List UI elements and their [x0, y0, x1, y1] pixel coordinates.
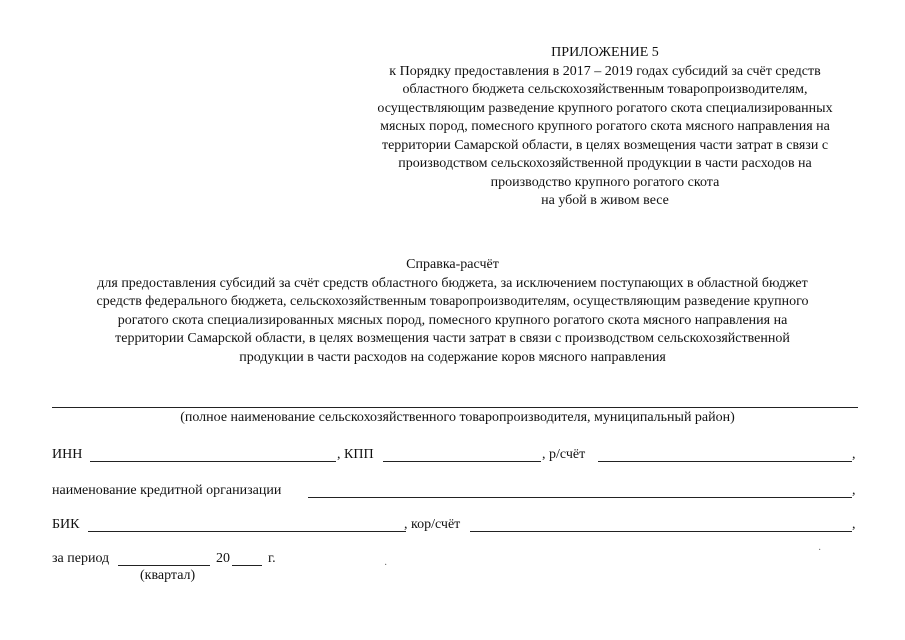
- scan-speck: ·: [818, 545, 822, 556]
- document-title-line: территории Самарской области, в целях возмещения части затрат в связи с производством сельскохозяйственной: [115, 331, 790, 346]
- corr-account-label: , кор/счёт: [404, 517, 461, 532]
- quarter-field[interactable]: [118, 565, 210, 566]
- document-title-line: для предоставления субсидий за счёт средств областного бюджета, за исключением поступающих в областной бюджет: [97, 275, 808, 291]
- year-prefix: 20: [216, 551, 230, 566]
- bank-label: наименование кредитной организации: [52, 483, 282, 498]
- appendix-line: осуществляющим разведение крупного рогатого скота специализированных: [377, 100, 833, 116]
- period-label: за период: [52, 551, 110, 566]
- appendix-line: территории Самарской области, в целях возмещения части затрат в связи с: [381, 137, 829, 153]
- row-end-comma: ,: [852, 447, 856, 462]
- full-name-field-line[interactable]: [52, 407, 858, 408]
- document-title-line: продукции в части расходов на содержание коров мясного направления: [239, 349, 666, 365]
- quarter-caption: (квартал): [140, 568, 196, 583]
- inn-label: ИНН: [52, 447, 83, 462]
- full-name-caption: (полное наименование сельскохозяйственного товаропроизводителя, муниципальный район): [180, 410, 735, 425]
- document-title-block: [30, 256, 875, 367]
- row-end-comma: ,: [852, 483, 856, 498]
- year-suffix: г.: [268, 551, 276, 566]
- account-field[interactable]: [598, 461, 852, 462]
- year-field[interactable]: [232, 565, 262, 566]
- inn-field[interactable]: [90, 461, 336, 462]
- document-title-line: рогатого скота специализированных мясных пород, помесного крупного рогатого скота мясного направления на: [117, 312, 788, 328]
- document-title-line: средств федерального бюджета, сельскохозяйственным товаропроизводителям, осуществляющим разведение крупного: [96, 294, 809, 309]
- appendix-line: к Порядку предоставления в 2017 – 2019 годах субсидий за счёт средств: [389, 63, 821, 79]
- bik-field[interactable]: [88, 531, 406, 532]
- bank-field[interactable]: [308, 497, 852, 498]
- kpp-field[interactable]: [383, 461, 541, 462]
- account-label: , р/счёт: [542, 447, 586, 462]
- kpp-label: , КПП: [337, 447, 374, 462]
- appendix-line: на убой в живом весе: [541, 193, 669, 208]
- appendix-line: производством сельскохозяйственной продукции в части расходов на: [398, 156, 812, 171]
- bik-label: БИК: [52, 517, 80, 532]
- appendix-title: ПРИЛОЖЕНИЕ 5: [551, 45, 659, 60]
- appendix-line: областного бюджета сельскохозяйственным товаропроизводителям,: [402, 82, 808, 97]
- scan-speck: ·: [384, 560, 388, 571]
- appendix-line: мясных пород, помесного крупного рогатого скота мясного направления на: [380, 119, 830, 134]
- appendix-header: [340, 44, 870, 211]
- appendix-line: производство крупного рогатого скота: [490, 174, 720, 190]
- document-title: Справка-расчёт: [406, 257, 499, 272]
- row-end-comma: ,: [852, 517, 856, 532]
- corr-account-field[interactable]: [470, 531, 852, 532]
